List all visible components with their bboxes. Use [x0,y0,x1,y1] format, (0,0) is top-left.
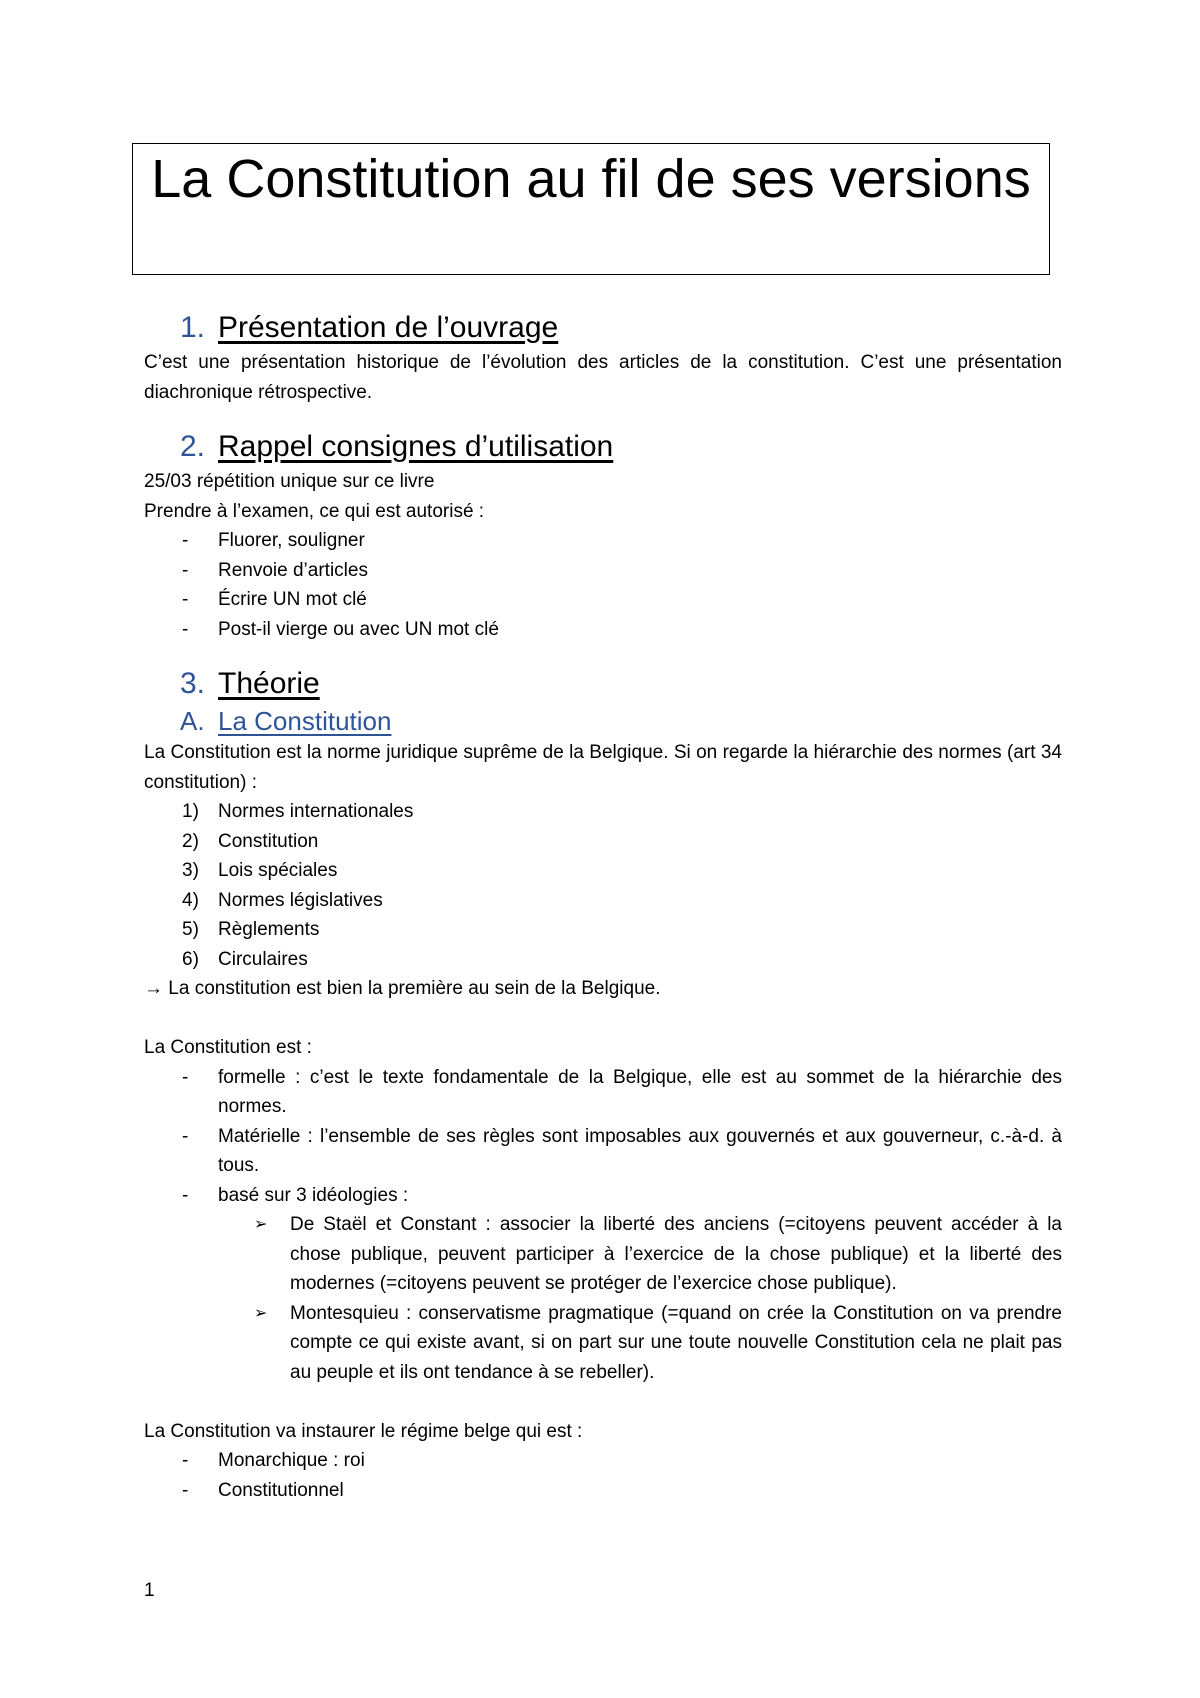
dash-marker: - [182,559,189,581]
list-item: - Fluorer, souligner [144,526,1062,556]
list-item: 2) Constitution [182,830,319,852]
allowed-list [144,526,1062,644]
arrow-icon: → [144,978,163,999]
repetition-line: 25/03 répétition unique sur ce livre [144,471,435,492]
constitution-est-list [144,1063,1062,1211]
section-title: Présentation de l’ouvrage [218,311,559,344]
list-item: 3) Lois spéciales [182,860,338,881]
section-number: 1. [180,311,206,344]
section-1-body: C’est une présentation historique de l’évolution des articles de la constitution. C’est une présentation diachronique rétrospective. [144,352,1062,403]
list-item: 6) Circulaires [182,948,308,970]
list-item: 4) Normes législatives [182,889,383,911]
constitution-est-label: La Constitution est : [144,1037,312,1058]
subsection-a-heading [180,704,1062,738]
dash-marker: - [182,618,189,640]
list-item: - formelle : c’est le texte fondamentale de la Belgique, elle est au sommet de la hiérarchie des normes. [144,1063,1062,1122]
dash-marker: - [182,1479,189,1501]
section-3-heading [180,664,1062,704]
document-body [144,300,1062,1505]
dash-marker: - [182,1125,189,1147]
dash-marker: - [182,589,189,610]
list-item: - Monarchique : roi [144,1446,1062,1476]
section-number: 3. [180,667,206,700]
norms-hierarchy-list [144,797,1062,974]
dash-marker: - [182,1450,189,1471]
list-item: ➢ Montesquieu : conservatisme pragmatique (=quand on crée la Constitution on va prendre compte ce qui existe avant, si on part sur une toute nouvelle Constitution cela ne plait pas au peuple et ils ont tendance à se rebeller). [144,1299,1062,1388]
list-item: - Écrire UN mot clé [144,585,1062,615]
list-item: - basé sur 3 idéologies : [144,1181,1062,1211]
list-item: ➢ De Staël et Constant : associer la liberté des anciens (=citoyens peuvent accéder à la chose publique, peuvent participer à l’exercice de la chose publique) et la liberté des modernes (=citoyens peuvent se protéger de l’exercice chose publique). [144,1210,1062,1299]
section-2-heading [180,427,1062,467]
regime-label: La Constitution va instaurer le régime belge qui est : [144,1420,583,1442]
bullet-arrow-icon: ➢ [254,1216,268,1233]
document-title: La Constitution au fil de ses versions [132,143,1050,275]
dash-marker: - [182,1066,189,1088]
list-item: - Constitutionnel [144,1476,1062,1506]
list-item: 5) Règlements [182,919,320,940]
ideologies-list [144,1210,1062,1387]
section-title: Rappel consignes d’utilisation [218,430,614,463]
constitution-intro: La Constitution est la norme juridique suprême de la Belgique. Si on regarde la hiérarchie des normes (art 34 constitution) : [144,742,1062,793]
exam-allowed-line: Prendre à l’examen, ce qui est autorisé : [144,500,485,522]
section-title: Théorie [218,667,320,700]
list-item: - Matérielle : l’ensemble de ses règles sont imposables aux gouvernés et aux gouverneur, c.-à-d. à tous. [144,1122,1062,1181]
list-item: - Post-il vierge ou avec UN mot clé [144,615,1062,645]
subsection-title: La Constitution [218,706,392,736]
list-item: 1) Normes internationales [182,801,414,822]
page-number: 1 [144,1580,155,1601]
dash-marker: - [182,1184,189,1206]
conclusion-line: → La constitution est bien la première au sein de la Belgique. [144,978,661,999]
section-1-heading [180,308,1062,348]
subsection-letter: A. [180,706,205,736]
regime-list [144,1446,1062,1505]
list-item: - Renvoie d’articles [144,556,1062,586]
section-number: 2. [180,430,206,463]
bullet-arrow-icon: ➢ [254,1304,268,1322]
dash-marker: - [182,530,189,551]
